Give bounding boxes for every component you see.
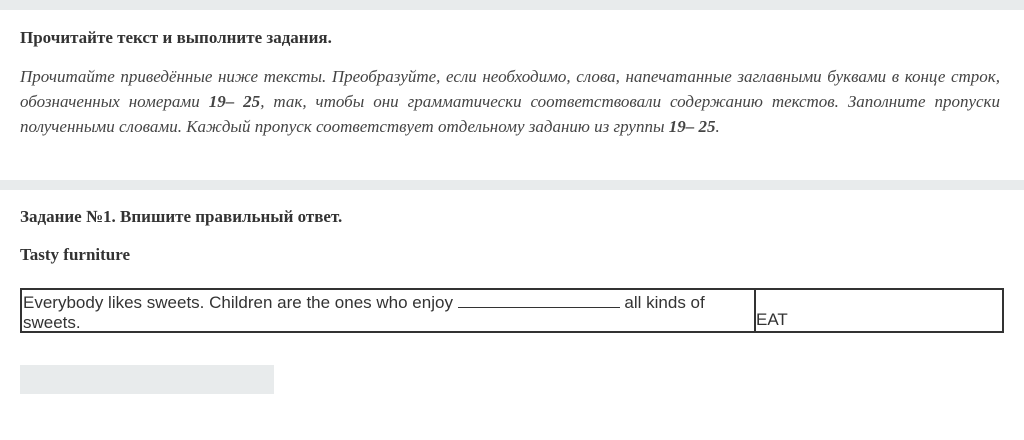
- sentence-after-gap: all kinds of sweets.: [23, 293, 705, 332]
- sentence-before-gap: Everybody likes sweets. Children are the ones who enjoy: [23, 293, 458, 312]
- task-range-1: 19– 25: [208, 92, 261, 111]
- text-title: Tasty furniture: [20, 245, 131, 264]
- sentence-cell: [22, 290, 756, 331]
- top-divider-band: [0, 0, 1024, 10]
- instructions-part-1: Прочитайте приведённые ниже тексты. Преобразуйте, если необходимо, слова, напечатанные заглавными буквами в конце строк, обозначенных номерами: [20, 67, 1000, 111]
- task-heading: Задание №1. Впишите правильный ответ.: [20, 207, 343, 226]
- keyword: EAT: [756, 310, 788, 329]
- task-range-2: 19– 25: [668, 117, 716, 136]
- instructions-heading: Прочитайте текст и выполните задания.: [20, 28, 332, 47]
- gap-blank: [458, 291, 620, 308]
- instructions-part-3: .: [715, 117, 720, 136]
- answer-input[interactable]: [20, 365, 274, 394]
- section-divider-band: [0, 180, 1024, 190]
- instructions-part-2: , так, чтобы они грамматически соответствовали содержанию текстов. Заполните пропуски полученными словами. Каждый пропуск соответствует отдельному заданию из группы: [20, 92, 1000, 136]
- keyword-cell: [756, 290, 1002, 331]
- instructions-text: [20, 64, 1000, 139]
- task-table: [20, 288, 1004, 333]
